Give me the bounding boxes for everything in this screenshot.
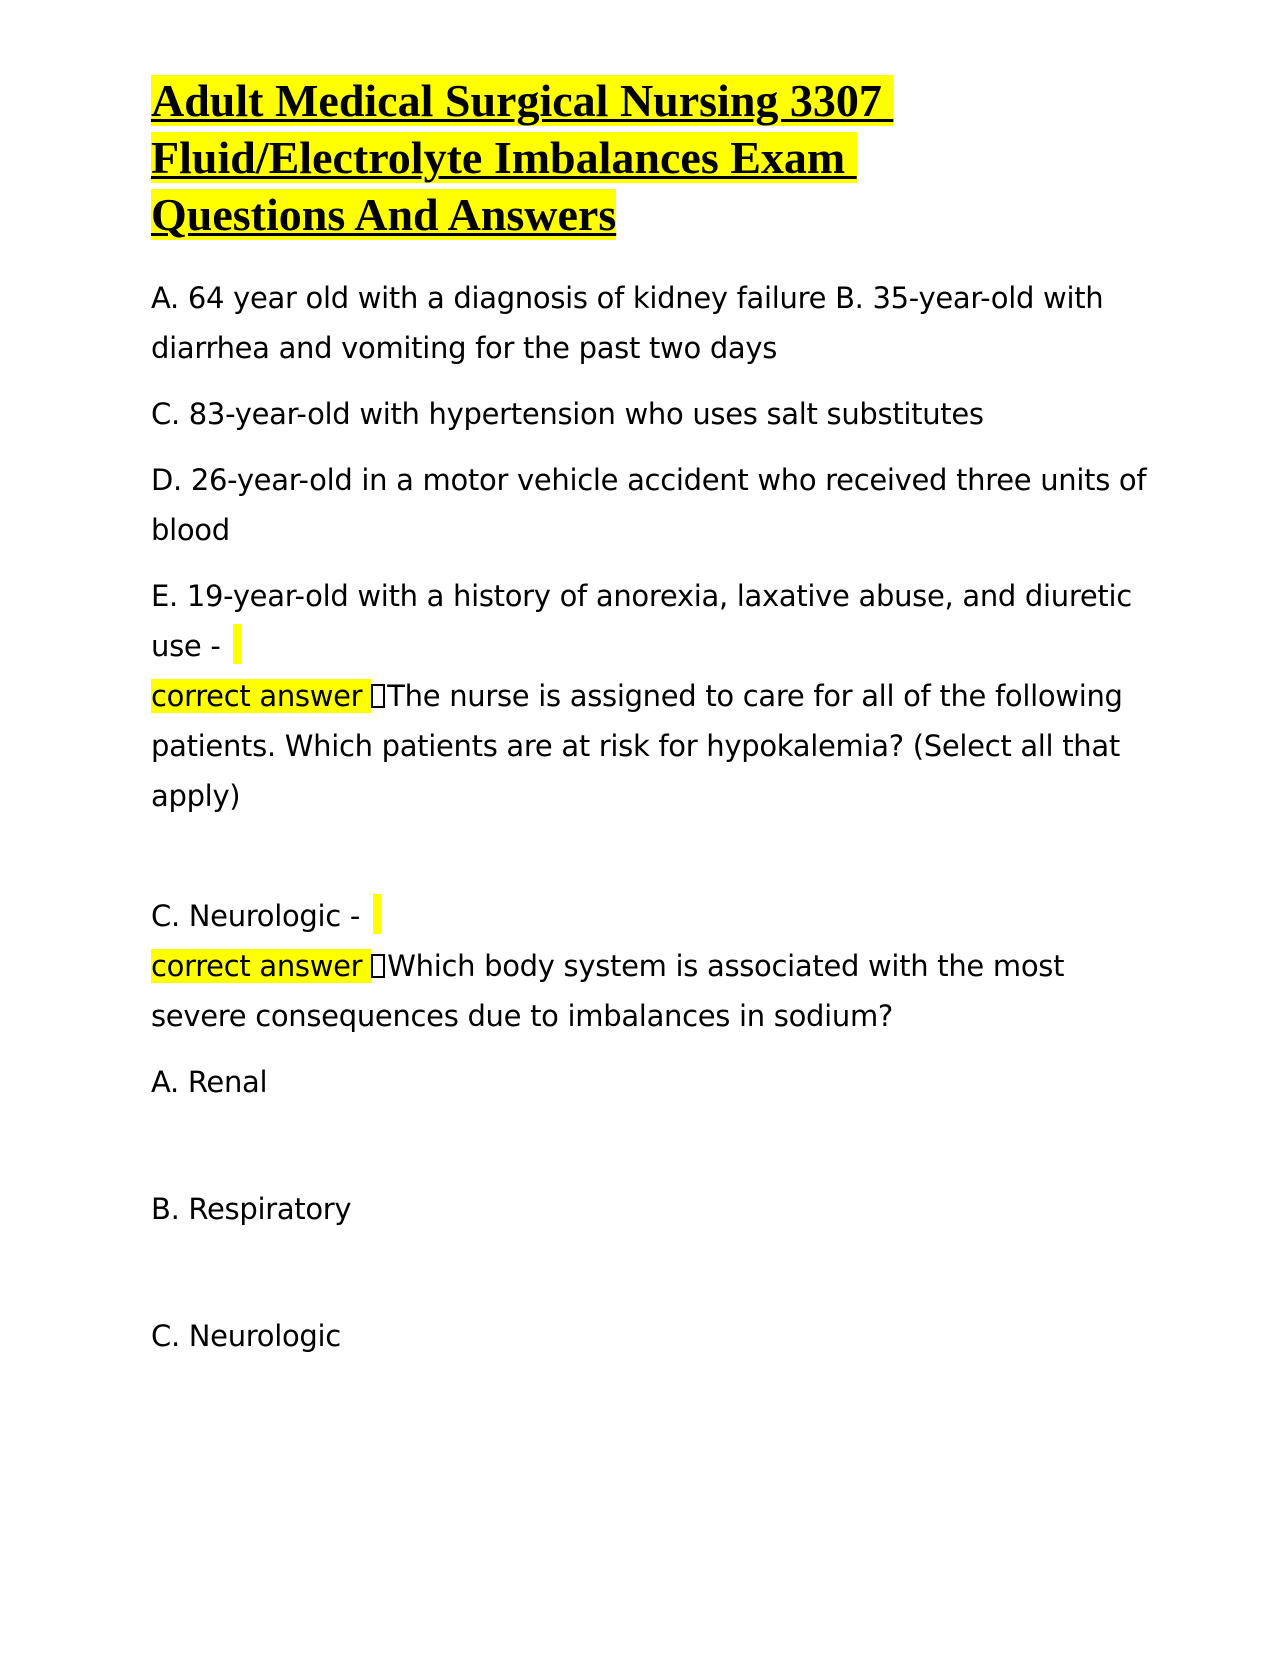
q1-option-e-text: E. 19-year-old with a history of anorexia, laxative abuse, and diuretic use - xyxy=(151,579,1132,663)
q2-option-b: B. Respiratory xyxy=(151,1192,352,1226)
q1-answer-question xyxy=(151,671,1151,821)
missing-glyph-icon xyxy=(371,684,385,708)
title-line-2: Fluid/Electrolyte Imbalances Exam xyxy=(151,132,857,183)
missing-glyph-icon xyxy=(371,954,385,978)
document-content xyxy=(151,72,1151,1361)
title-line-3: Questions And Answers xyxy=(151,189,617,240)
q2-answer-question xyxy=(151,941,1151,1041)
correct-answer-label: correct answer xyxy=(151,679,372,713)
q1-option-e xyxy=(151,571,1151,671)
q2-option-a: A. Renal xyxy=(151,1065,268,1099)
highlight-marker xyxy=(373,894,381,934)
title-line-1: Adult Medical Surgical Nursing 3307 xyxy=(151,75,894,126)
q1-option-ab: A. 64 year old with a diagnosis of kidney failure B. 35-year-old with diarrhea and vomiting for the past two days xyxy=(151,281,1104,365)
q2-option-c: C. Neurologic xyxy=(151,1319,341,1353)
correct-answer-label: correct answer xyxy=(151,949,372,983)
q1-question-text: The nurse is assigned to care for all of the following patients. Which patients are at risk for hypokalemia? (Select all that apply) xyxy=(151,679,1123,813)
q2-question-text: Which body system is associated with the most severe consequences due to imbalances in sodium? xyxy=(151,949,1065,1033)
highlight-marker xyxy=(233,624,241,664)
q2-answer-prefix-text: C. Neurologic - xyxy=(151,899,369,933)
q2-answer-prefix xyxy=(151,891,1151,941)
document-title xyxy=(151,72,1151,243)
q1-option-d: D. 26-year-old in a motor vehicle accident who received three units of blood xyxy=(151,463,1147,547)
q1-option-c: C. 83-year-old with hypertension who uses salt substitutes xyxy=(151,397,984,431)
